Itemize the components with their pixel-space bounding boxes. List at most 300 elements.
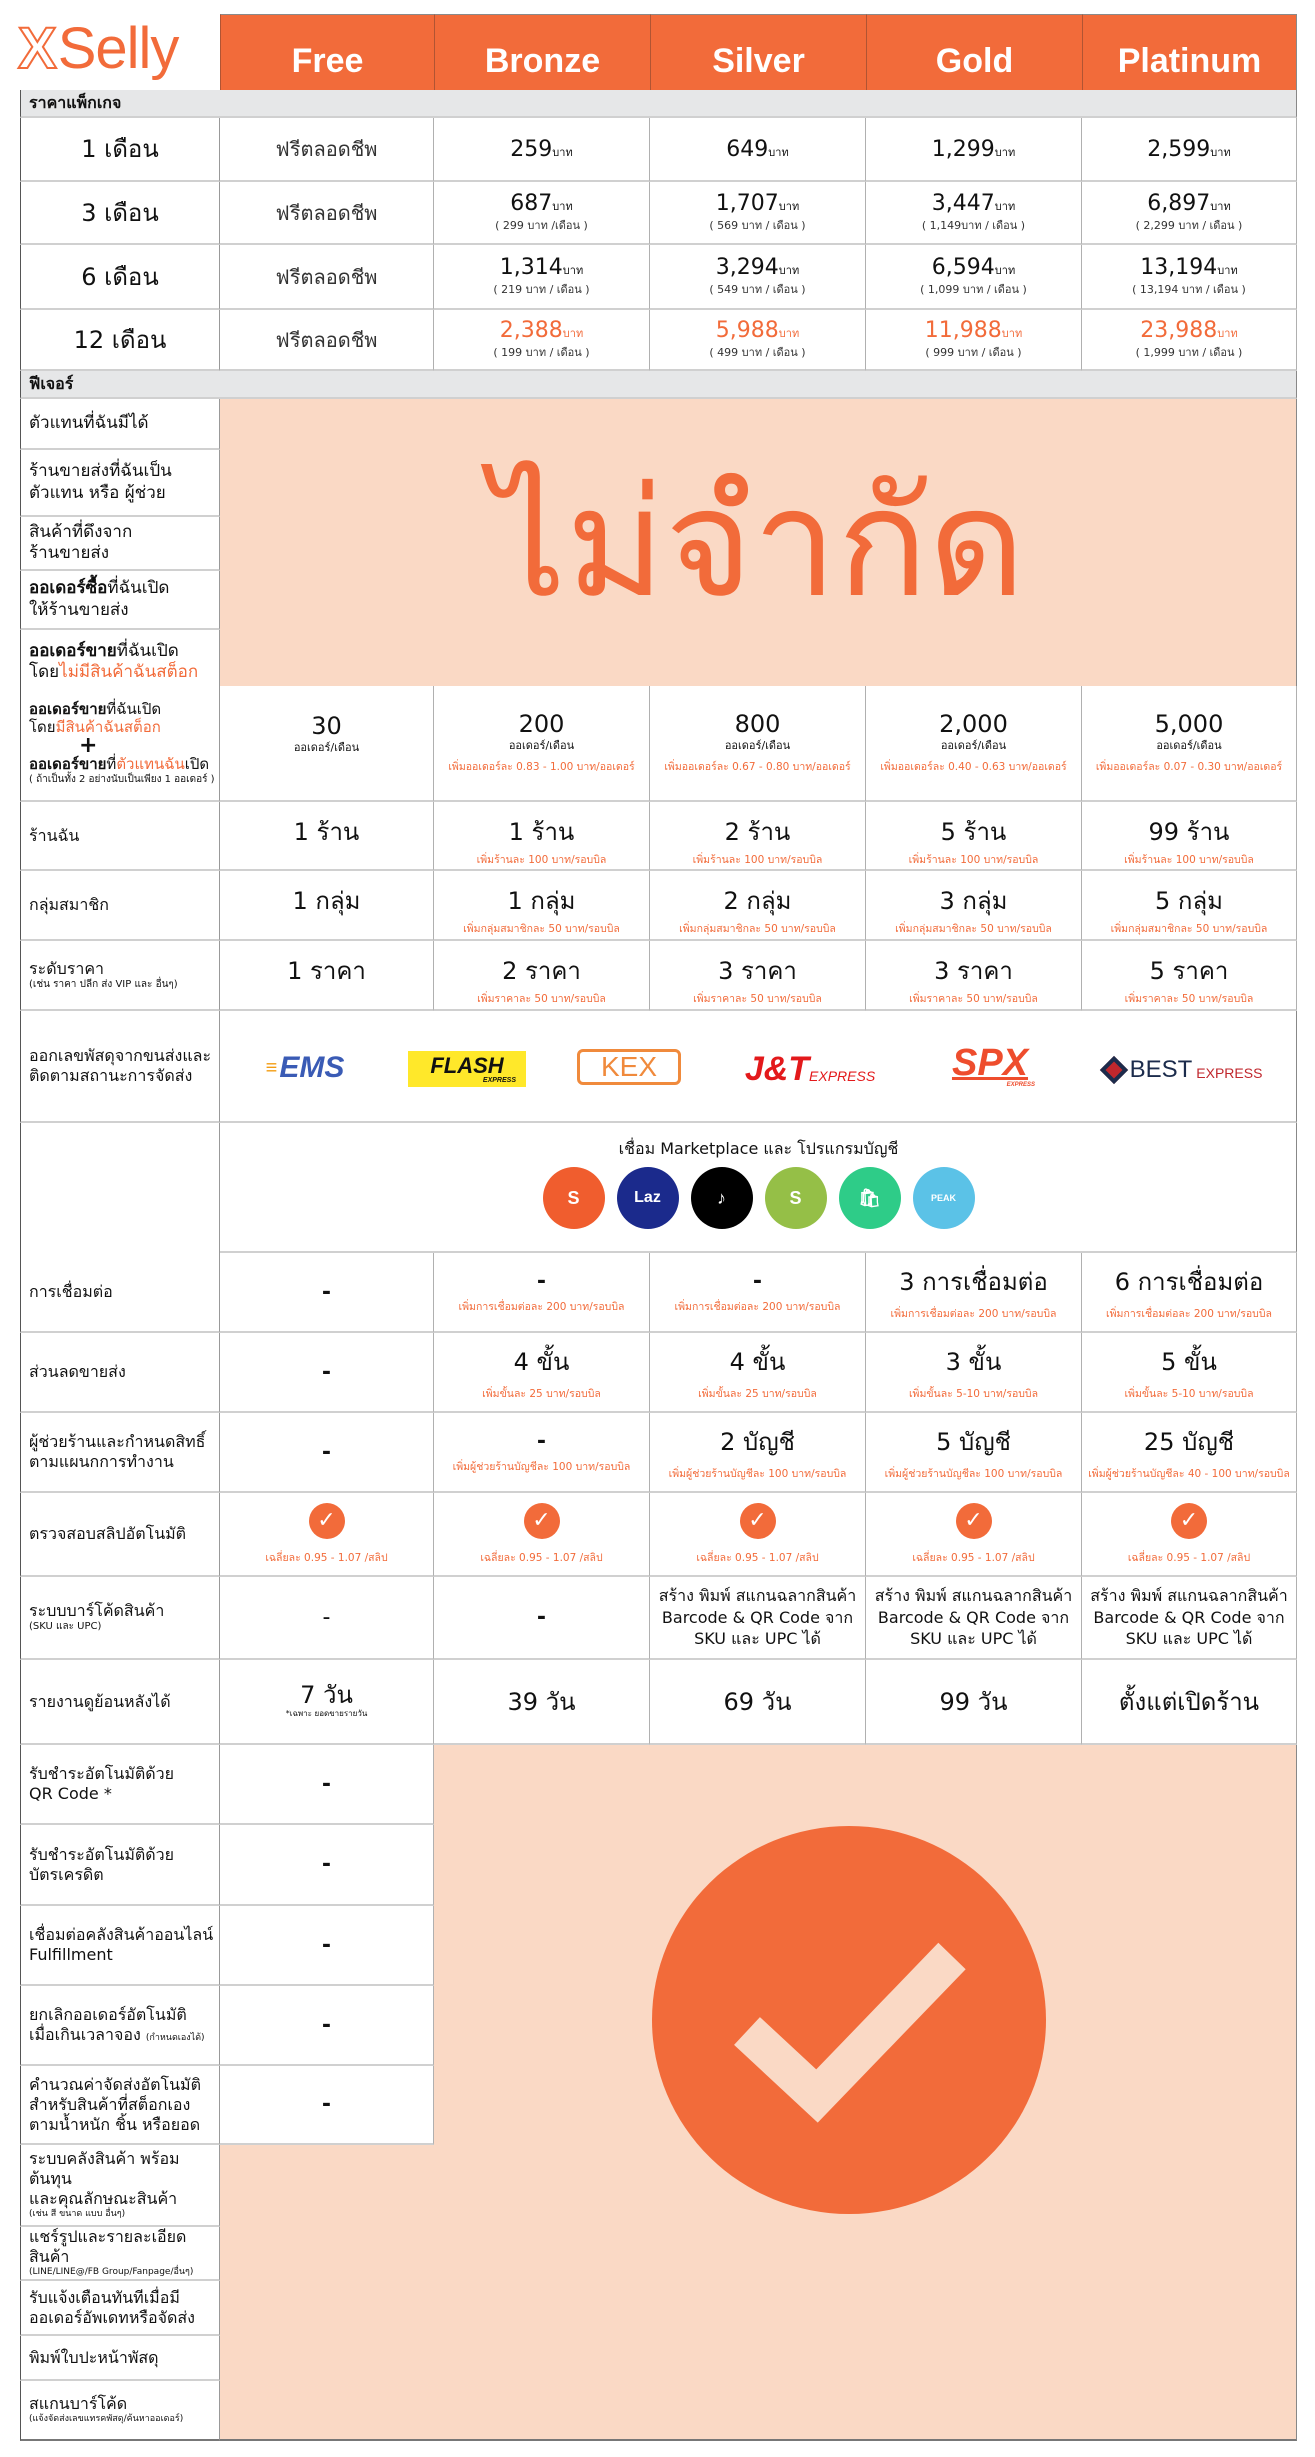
slip-cell-gold: [866, 1493, 1082, 1577]
label-text: [29, 700, 219, 719]
price-cell-bronze: [434, 182, 650, 245]
connect-cell-free: [220, 1333, 434, 1413]
connect-value: 4 ขั้น: [513, 1348, 570, 1376]
spx-sub: EXPRESS: [1006, 1082, 1035, 1088]
connect-note: เพิ่มการเชื่อมต่อละ 200 บาท/รอบบิล: [890, 1308, 1057, 1320]
limit-note: เพิ่มกลุ่มสมาชิกละ 50 บาท/รอบบิล: [463, 923, 620, 935]
connect-cell-platinum: [1082, 1413, 1297, 1493]
price-value: 6,897: [1147, 191, 1211, 216]
limit-value: 2 ราคา: [502, 957, 581, 985]
limit-cell-free: [220, 802, 434, 871]
barcode-desc-line: สร้าง พิมพ์ สแกนฉลากสินค้า: [1090, 1586, 1288, 1606]
price-unit: บาท: [778, 264, 800, 277]
barcode-desc-line: SKU และ UPC ได้: [694, 1629, 821, 1649]
limit-cell-bronze: [434, 871, 650, 941]
report-cell-silver: [650, 1660, 866, 1745]
connect-value: -: [536, 1429, 547, 1454]
label-bold: ออเดอร์ขาย: [29, 640, 117, 661]
price-value: 1,707: [715, 191, 779, 216]
price-cell-free: [220, 245, 434, 310]
limit-note: เพิ่มร้านละ 100 บาท/รอบบิล: [908, 854, 1039, 866]
connect-cell-platinum: [1082, 1333, 1297, 1413]
feature-label-purchase-orders: [20, 571, 220, 630]
price-cell-platinum: [1082, 118, 1297, 182]
label-text: รับชำระอัตโนมัติด้วย: [29, 1764, 174, 1783]
per-month-price: ( 499 บาท / เดือน ): [709, 346, 806, 359]
limit-note: เพิ่มราคาละ 50 บาท/รอบบิล: [693, 993, 822, 1005]
limit-cell-silver: [650, 941, 866, 1011]
limit-value: 2 กลุ่ม: [723, 887, 792, 915]
connect-value: 2 บัญชี: [720, 1428, 795, 1456]
per-month-price: ( 299 บาท /เดือน ): [495, 219, 588, 232]
limit-cell-silver: [650, 871, 866, 941]
check-icon: [956, 1503, 992, 1539]
report-cell-free: [220, 1660, 434, 1745]
feature-label-sale-orders-stock: [20, 686, 220, 802]
limit-cell-bronze: [434, 802, 650, 871]
label-text: ออกเลขพัสดุจากขนส่งและ: [29, 1046, 212, 1065]
price-cell-free: [220, 118, 434, 182]
price-cell-bronze: [434, 118, 650, 182]
price-cell-gold: [866, 182, 1082, 245]
label-text: [29, 755, 219, 774]
feature-label-report: [20, 1660, 220, 1745]
check-glyph: ✓: [532, 1508, 551, 1533]
price-cell-gold: [866, 245, 1082, 310]
paid-value: -: [321, 2012, 332, 2038]
orders-unit: ออเดอร์/เดือน: [724, 738, 791, 752]
label-rest: ที่ฉันเปิด: [106, 699, 162, 718]
price-unit: บาท: [1217, 264, 1238, 277]
brand-logo: [18, 12, 218, 84]
label-line: [29, 1945, 219, 1965]
tiktok-icon: [691, 1167, 753, 1229]
limit-cell-gold: [866, 941, 1082, 1011]
orders-note: เพิ่มออเดอร์ละ 0.07 - 0.30 บาท/ออเดอร์: [1095, 760, 1283, 773]
price-value: 1,314: [499, 255, 563, 280]
price-cell-gold: [866, 118, 1082, 182]
connect-note: เพิ่มผู้ช่วยร้านบัญชีละ 40 - 100 บาท/รอบบิล: [1088, 1468, 1290, 1480]
orders-value: 800: [734, 709, 781, 738]
limit-cell-platinum: [1082, 802, 1297, 871]
feature-label-shipping: [20, 1011, 220, 1123]
label-text: Fulfillment: [29, 1945, 113, 1964]
price-cell-silver: [650, 245, 866, 310]
label-text: สำหรับสินค้าที่สต็อกเอง: [29, 2094, 191, 2114]
barcode-cell-silver: [650, 1577, 866, 1660]
label-text: กลุ่มสมาชิก: [29, 895, 109, 914]
unlimited-text: ไม่จำกัด: [490, 456, 1026, 631]
peak-icon: [913, 1167, 975, 1229]
slip-note: เฉลี่ยละ 0.95 - 1.07 /สลิป: [265, 1551, 388, 1564]
tiktok-glyph: ♪: [717, 1187, 726, 1208]
limit-cell-bronze: [434, 941, 650, 1011]
connect-value: -: [321, 1359, 332, 1385]
price-cell-silver: [650, 118, 866, 182]
limit-value: 1 ราคา: [287, 957, 366, 985]
label-text: การเชื่อมต่อ: [29, 1282, 113, 1301]
label-prefix: โดย: [29, 718, 56, 737]
per-month-price: ( 199 บาท / เดือน ): [493, 346, 590, 359]
price-value: 2,388: [499, 318, 563, 343]
limit-value: 5 ร้าน: [940, 818, 1007, 846]
price-cell-platinum: [1082, 310, 1297, 371]
connect-cell-gold: [866, 1333, 1082, 1413]
report-value: 69 วัน: [723, 1687, 792, 1716]
connect-cell-silver: [650, 1413, 866, 1493]
connect-cell-free: [220, 1413, 434, 1493]
section-features: ฟีเจอร์: [20, 371, 1297, 399]
label-sub: (เช่น สี ขนาด แบบ อื่นๆ): [29, 2209, 126, 2220]
price-cell-bronze: [434, 310, 650, 371]
limit-note: เพิ่มร้านละ 100 บาท/รอบบิล: [692, 854, 823, 866]
feature-label-all: [20, 2381, 220, 2441]
feature-label-slip: [20, 1493, 220, 1577]
label-sub: (เช่น ราคา ปลีก ส่ง VIP และ อื่นๆ): [29, 978, 178, 990]
shopify-icon: [765, 1167, 827, 1229]
limit-value: 99 ร้าน: [1148, 818, 1230, 846]
paid-cell-free: [220, 1906, 434, 1986]
connect-cell-free: [220, 1253, 434, 1333]
feature-label-paid: [20, 1906, 220, 1986]
connect-cell-bronze: [434, 1413, 650, 1493]
connect-note: เพิ่มการเชื่อมต่อละ 200 บาท/รอบบิล: [674, 1301, 841, 1313]
label-text: ให้ร้านขายส่ง: [29, 599, 129, 620]
pricing-row-label: [20, 118, 220, 182]
limit-cell-gold: [866, 802, 1082, 871]
label-rest: ที่ฉันเปิด: [107, 578, 170, 599]
free-lifetime-text: ฟรีตลอดชีพ: [275, 264, 378, 289]
free-lifetime-text: ฟรีตลอดชีพ: [275, 137, 378, 161]
connect-value: 3 ขั้น: [945, 1348, 1002, 1376]
report-cell-bronze: [434, 1660, 650, 1745]
feature-label-limit: [20, 802, 220, 871]
connect-value: 3 การเชื่อมต่อ: [899, 1268, 1048, 1296]
limit-cell-platinum: [1082, 941, 1297, 1011]
price-unit: บาท: [994, 145, 1016, 159]
label-note: ( ถ้าเป็นทั้ง 2 อย่างนับเป็นเพียง 1 ออเดอร์ ): [29, 773, 215, 785]
price-value: 649: [726, 136, 769, 162]
best-logo-icon: [1098, 1055, 1268, 1085]
ems-stripes-icon: ≡: [265, 1056, 278, 1079]
check-glyph: ✓: [964, 1508, 983, 1533]
best-text: BEST: [1129, 1056, 1193, 1083]
label-rest: เปิด: [184, 755, 210, 774]
limit-note: เพิ่มกลุ่มสมาชิกละ 50 บาท/รอบบิล: [679, 923, 836, 935]
marketplace-title: เชื่อม Marketplace และ โปรแกรมบัญชี: [618, 1139, 899, 1158]
price-unit: บาท: [1217, 327, 1238, 340]
paid-value: -: [321, 1771, 332, 1797]
limit-cell-free: [220, 941, 434, 1011]
feature-label-connect: [20, 1333, 220, 1413]
feature-label-connect: [20, 1253, 220, 1333]
paid-cell-free: [220, 1986, 434, 2066]
price-unit: บาท: [778, 200, 800, 213]
check-mark-svg: [652, 1826, 1046, 2214]
brand-mark-icon: X: [18, 15, 56, 81]
connect-cell-silver: [650, 1333, 866, 1413]
lazada-icon: [617, 1167, 679, 1229]
brand-name: Selly: [57, 15, 179, 81]
jt-sub: EXPRESS: [809, 1068, 876, 1084]
label-text: คำนวณค่าจัดส่งอัตโนมัติ: [29, 2074, 201, 2094]
check-icon: [740, 1503, 776, 1539]
label-text: ผู้ช่วยร้านและกำหนดสิทธิ์: [29, 1432, 206, 1451]
barcode-cell-gold: [866, 1577, 1082, 1660]
label-text: พิมพ์ใบปะหน้าพัสดุ: [29, 2347, 159, 2367]
label-bold: ออเดอร์ขาย: [29, 699, 107, 718]
price-line: [716, 255, 799, 280]
check-glyph: ✓: [1179, 1508, 1199, 1533]
feature-label-agents: [20, 399, 220, 450]
price-line: [925, 318, 1022, 343]
price-unit: บาท: [778, 327, 800, 340]
price-unit: บาท: [994, 264, 1016, 277]
paid-value: -: [321, 1852, 332, 1877]
barcode-desc-line: Barcode & QR Code จาก: [1093, 1607, 1285, 1627]
price-line: [510, 191, 572, 216]
label-text: ตัวแทนที่ฉันมีได้: [29, 412, 149, 433]
paid-cell-free: [220, 1745, 434, 1825]
marketplace-icons: [220, 1167, 1297, 1229]
orders-note: เพิ่มออเดอร์ละ 0.67 - 0.80 บาท/ออเดอร์: [664, 760, 851, 773]
label-text: [29, 641, 219, 662]
feature-label-connect: [20, 1413, 220, 1493]
label-text: แชร์รูปและรายละเอียดสินค้า: [29, 2227, 187, 2267]
barcode-desc-line: SKU และ UPC ได้: [1125, 1629, 1253, 1649]
orders-cell-gold: [866, 686, 1082, 802]
per-month-price: ( 13,194 บาท / เดือน ): [1132, 283, 1246, 296]
connect-note: เพิ่มผู้ช่วยร้านบัญชีละ 100 บาท/รอบบิล: [452, 1461, 631, 1473]
best-sub: EXPRESS: [1196, 1065, 1263, 1081]
section-pricing: ราคาแพ็กเกจ: [20, 90, 1297, 118]
price-unit: บาท: [552, 145, 573, 159]
label-highlight: ตัวแทนฉัน: [116, 755, 185, 774]
limit-note: เพิ่มราคาละ 50 บาท/รอบบิล: [909, 993, 1038, 1005]
orders-value: 2,000: [939, 709, 1008, 738]
price-unit: บาท: [1210, 145, 1231, 159]
connect-value: -: [321, 1279, 332, 1305]
label-line: [29, 1784, 219, 1804]
orders-value: 200: [518, 709, 565, 738]
unlimited-block: [220, 399, 1297, 686]
plan-header-silver: Silver: [650, 14, 866, 90]
ems-logo-icon: [250, 1051, 360, 1085]
label-text: ร้านขายส่งที่ฉันเป็น: [29, 461, 172, 482]
barcode-desc-line: สร้าง พิมพ์ สแกนฉลากสินค้า: [658, 1586, 857, 1606]
barcode-desc-line: SKU และ UPC ได้: [910, 1629, 1037, 1649]
connect-note: เพิ่มขั้นละ 25 บาท/รอบบิล: [698, 1388, 817, 1400]
check-icon: [524, 1503, 560, 1539]
price-line: [726, 137, 788, 162]
barcode-cell-free: [220, 1577, 434, 1660]
limit-value: 3 กลุ่ม: [939, 887, 1008, 915]
report-value: 39 วัน: [507, 1687, 576, 1716]
label-text: และคุณลักษณะสินค้า: [29, 2189, 178, 2209]
free-lifetime-text: ฟรีตลอดชีพ: [275, 200, 378, 225]
price-cell-platinum: [1082, 182, 1297, 245]
connect-note: เพิ่มขั้นละ 25 บาท/รอบบิล: [482, 1388, 601, 1400]
label-text: ร้านฉัน: [29, 825, 80, 845]
flash-text: FLASH: [430, 1052, 504, 1078]
label-bold: ออเดอร์ขาย: [29, 755, 107, 774]
label-text: ส่วนลดขายส่ง: [29, 1362, 126, 1381]
report-value: ตั้งแต่เปิดร้าน: [1118, 1687, 1260, 1716]
label-highlight: ไม่มีสินค้าฉันสต็อก: [59, 662, 199, 682]
price-line: [1140, 255, 1237, 280]
report-note: *เฉพาะ ยอดขายรายวัน: [285, 1709, 368, 1718]
price-cell-gold: [866, 310, 1082, 371]
barcode-cell-bronze: [434, 1577, 650, 1660]
connect-note: เพิ่มขั้นละ 5-10 บาท/รอบบิล: [908, 1388, 1039, 1400]
limit-cell-platinum: [1082, 871, 1297, 941]
cell-value: -: [536, 1605, 547, 1630]
report-value: 99 วัน: [939, 1687, 1008, 1716]
price-value: 23,988: [1140, 318, 1218, 343]
per-month-price: ( 219 บาท / เดือน ): [493, 283, 590, 296]
feature-label-paid: [20, 1745, 220, 1825]
feature-label-all: [20, 2227, 220, 2281]
label-highlight: มีสินค้าฉันสต็อก: [55, 718, 161, 737]
marketplace-block: [220, 1123, 1297, 1253]
price-line: [1147, 137, 1230, 162]
label-text: ระบบบาร์โค้ดสินค้า: [29, 1601, 165, 1621]
orders-cell-platinum: [1082, 686, 1297, 802]
per-month-price: ( 1,099 บาท / เดือน ): [920, 283, 1027, 296]
label-line: [29, 2095, 219, 2115]
per-month-price: ( 549 บาท / เดือน ): [709, 283, 806, 296]
check-icon: [309, 1503, 345, 1539]
duration-label: 12 เดือน: [73, 325, 167, 354]
price-line: [716, 318, 799, 343]
pricing-row-label: [20, 310, 220, 371]
best-mark-icon: [1099, 1056, 1127, 1084]
label-sub: (SKU และ UPC): [29, 1621, 102, 1633]
price-cell-platinum: [1082, 245, 1297, 310]
limit-note: เพิ่มราคาละ 50 บาท/รอบบิล: [1124, 993, 1254, 1005]
price-value: 5,988: [715, 318, 779, 343]
barcode-desc-line: Barcode & QR Code จาก: [877, 1607, 1070, 1627]
label-text: ยกเลิกออเดอร์อัตโนมัติ: [29, 2005, 187, 2024]
slip-note: เฉลี่ยละ 0.95 - 1.07 /สลิป: [480, 1551, 603, 1564]
price-cell-free: [220, 310, 434, 371]
price-unit: บาท: [768, 145, 789, 159]
limit-cell-silver: [650, 802, 866, 871]
connect-cell-silver: [650, 1253, 866, 1333]
price-unit: บาท: [1001, 327, 1023, 340]
label-text: ระบบคลังสินค้า พร้อมต้นทุน: [29, 2149, 180, 2189]
limit-note: เพิ่มกลุ่มสมาชิกละ 50 บาท/รอบบิล: [1110, 923, 1268, 935]
spx-logo-icon: [945, 1041, 1035, 1091]
label-text: สินค้าที่ดึงจาก: [29, 521, 133, 542]
feature-label-pulled-products: [20, 517, 220, 571]
feature-label-limit: [20, 941, 220, 1011]
limit-note: เพิ่มร้านละ 100 บาท/รอบบิล: [476, 854, 607, 866]
label-text: บัตรเครดิต: [29, 1864, 104, 1884]
price-value: 2,599: [1147, 136, 1211, 162]
shopify-glyph: S: [789, 1187, 802, 1208]
big-check-icon: [652, 1826, 1046, 2214]
price-cell-silver: [650, 310, 866, 371]
price-unit: บาท: [552, 200, 573, 213]
connect-note: เพิ่มขั้นละ 5-10 บาท/รอบบิล: [1124, 1388, 1254, 1400]
limit-value: 5 ราคา: [1149, 957, 1229, 985]
limit-value: 5 กลุ่ม: [1155, 887, 1223, 915]
slip-cell-silver: [650, 1493, 866, 1577]
slip-note: เฉลี่ยละ 0.95 - 1.07 /สลิป: [696, 1551, 819, 1564]
cell-value: -: [322, 1605, 331, 1630]
price-value: 6,594: [931, 255, 995, 280]
barcode-desc-line: สร้าง พิมพ์ สแกนฉลากสินค้า: [874, 1586, 1073, 1606]
price-line: [1140, 318, 1237, 343]
report-value: 7 วัน: [300, 1681, 353, 1709]
price-value: 3,447: [931, 191, 995, 216]
label-text: ระดับราคา: [29, 958, 104, 978]
check-glyph: ✓: [748, 1508, 767, 1533]
slip-cell-bronze: [434, 1493, 650, 1577]
limit-value: 3 ราคา: [718, 957, 797, 985]
orders-value: 30: [311, 712, 342, 740]
connect-note: เพิ่มการเชื่อมต่อละ 200 บาท/รอบบิล: [1106, 1308, 1272, 1320]
carrier-logos: [220, 1011, 1297, 1123]
connect-value: 25 บัญชี: [1143, 1428, 1235, 1456]
price-line: [716, 191, 799, 216]
label-bold: ออเดอร์ซื้อ: [29, 578, 108, 599]
feature-label-all: [20, 2336, 220, 2381]
jt-logo-icon: [735, 1049, 885, 1089]
per-month-price: ( 2,299 บาท / เดือน ): [1135, 219, 1243, 232]
paid-cell-free: [220, 1825, 434, 1906]
report-cell-gold: [866, 1660, 1082, 1745]
orders-cell-silver: [650, 686, 866, 802]
free-lifetime-text: ฟรีตลอดชีพ: [275, 327, 378, 352]
per-month-price: ( 999 บาท / เดือน ): [925, 346, 1022, 359]
paid-value: -: [321, 1932, 332, 1958]
label-text: ตามน้ำหนัก ชิ้น หรือยอด: [29, 2114, 201, 2134]
label-text: ออเดอร์อัพเดทหรือจัดส่ง: [29, 2307, 195, 2327]
ems-text: EMS: [279, 1051, 345, 1084]
feature-label-paid: [20, 1986, 220, 2066]
price-unit: บาท: [994, 200, 1016, 213]
label-rest: ที่ฉันเปิด: [116, 640, 179, 661]
pricing-row-label: [20, 245, 220, 310]
feature-label-wholesale-shops: [20, 450, 220, 517]
price-value: 3,294: [715, 255, 779, 280]
price-value: 11,988: [924, 318, 1002, 343]
label-text: รายงานดูย้อนหลังได้: [29, 1691, 171, 1711]
label-text: เชื่อมต่อคลังสินค้าออนไลน์: [29, 1925, 214, 1944]
paid-value: -: [321, 2092, 332, 2117]
connect-value: -: [536, 1269, 547, 1294]
barcode-desc-line: Barcode & QR Code จาก: [661, 1607, 854, 1627]
label-text: QR Code *: [29, 1784, 112, 1803]
duration-label: 3 เดือน: [81, 198, 159, 227]
orders-note: เพิ่มออเดอร์ละ 0.83 - 1.00 บาท/ออเดอร์: [448, 760, 635, 773]
plan-header-gold: Gold: [866, 14, 1082, 90]
orders-unit: ออเดอร์/เดือน: [1156, 738, 1222, 752]
limit-note: เพิ่มร้านละ 100 บาท/รอบบิล: [1124, 854, 1254, 866]
connect-value: 6 การเชื่อมต่อ: [1114, 1268, 1264, 1296]
price-unit: บาท: [562, 264, 584, 277]
connect-value: -: [321, 1439, 332, 1465]
label-small: (กำหนดเองได้): [145, 2033, 205, 2043]
price-unit: บาท: [562, 327, 584, 340]
connect-cell-gold: [866, 1413, 1082, 1493]
peak-glyph: PEAK: [930, 1193, 956, 1203]
price-line: [500, 318, 583, 343]
paid-cell-free: [220, 2066, 434, 2145]
feature-label-all: [20, 2281, 220, 2336]
